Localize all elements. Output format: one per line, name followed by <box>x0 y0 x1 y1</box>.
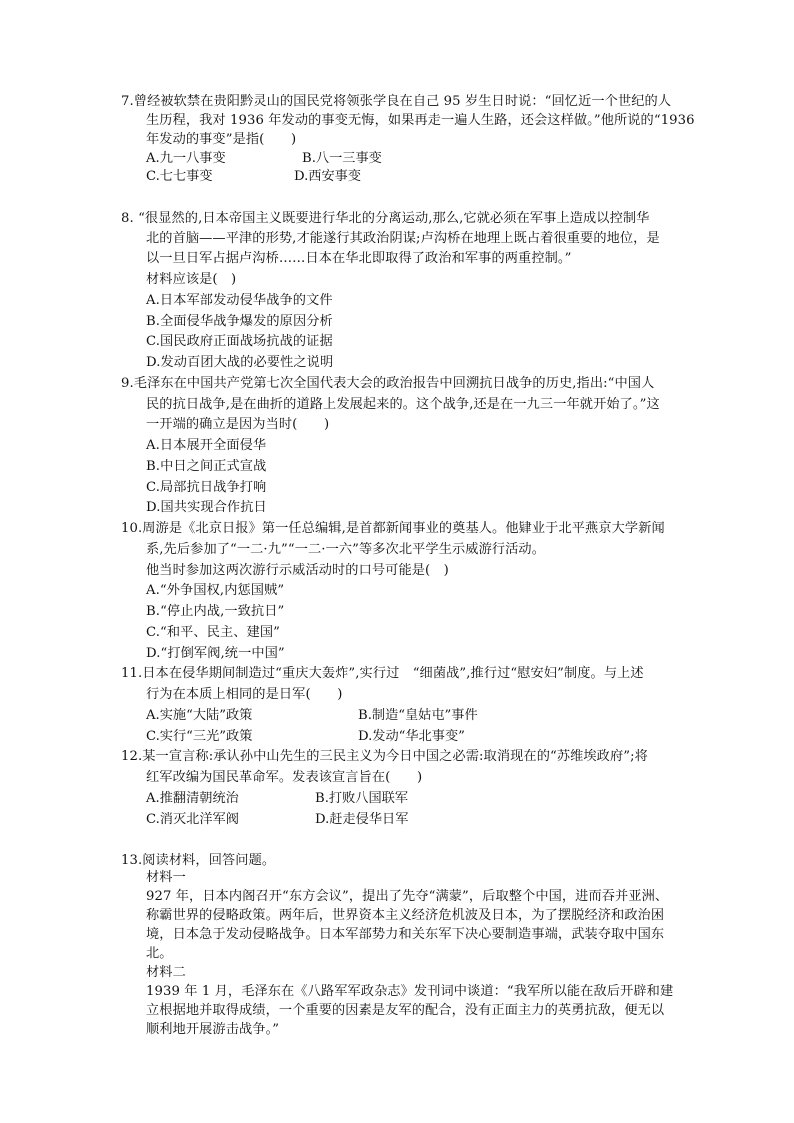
question-text-line: 10.周游是《北京日报》第一任总编辑,是首都新闻事业的奠基人。他肄业于北平燕京大学新闻 <box>121 521 665 536</box>
option-d: D.国共实现合作抗日 <box>146 500 267 515</box>
option-a: A.“外争国权,内惩国贼” <box>146 583 285 598</box>
question-text-line: 系,先后参加了“一二·九”“一二·一六”等多次北平学生示威游行活动。 <box>146 542 546 557</box>
option-b: B.打败八国联军 <box>315 791 409 806</box>
question-title: 13.阅读材料，回答问题。 <box>121 853 276 868</box>
option-a: A.日本军部发动侵华战争的文件 <box>146 293 333 308</box>
option-b: B.中日之间正式宣战 <box>146 459 267 474</box>
option-a: A.推翻清朝统治 <box>146 791 239 806</box>
option-a: A.日本展开全面侵华 <box>146 438 267 453</box>
material-1-line: 境，日本急于发动侵略战争。日本军部势力和关东军下决心要制造事端，武装夺取中国东 <box>146 927 665 942</box>
option-b: B.全面侵华战争爆发的原因分析 <box>146 314 333 329</box>
option-c: C.国民政府正面战场抗战的证据 <box>146 334 333 349</box>
question-text-line: 7.曾经被软禁在贵阳黔灵山的国民党将领张学良在自己 95 岁生日时说：“回忆近一个世纪的人 <box>121 94 672 109</box>
material-2-label: 材料二 <box>146 965 186 980</box>
option-d: D.发动百团大战的必要性之说明 <box>146 355 334 370</box>
option-d: D.西安事变 <box>294 169 362 184</box>
material-1-line: 称霸世界的侵略政策。两年后，世界资本主义经济危机波及日本，为了摆脱经济和政治困 <box>146 908 665 923</box>
question-text-line: 以一旦日军占据卢沟桥……日本在华北即取得了政治和军事的两重控制。” <box>146 251 572 266</box>
option-b: B.八一三事变 <box>302 151 382 166</box>
option-d: D.发动“华北事变” <box>358 729 465 744</box>
option-c: C.消灭北洋军阀 <box>146 812 239 827</box>
option-a: A.九一八事变 <box>146 151 226 166</box>
question-text-line: 行为在本质上相同的是日军( ) <box>146 687 343 702</box>
question-text-line: 材料应该是( ) <box>146 272 237 287</box>
question-text-line: 北的首脑——平津的形势,才能遂行其政治阴谋;卢沟桥在地理上既占着很重要的地位，是 <box>146 231 660 246</box>
option-d: D.“打倒军阀,统一中国” <box>146 646 285 661</box>
option-c: C.局部抗日战争打响 <box>146 480 267 495</box>
option-c: C.“和平、民主、建国” <box>146 625 280 640</box>
material-2-line: 1939 年 1 月，毛泽东在《八路军军政杂志》发刊词中谈道：“我军所以能在敌后开辟和建 <box>146 984 674 999</box>
question-text-line: 8. “很显然的,日本帝国主义既要进行华北的分离运动,那么,它就必须在军事上造成以控制华 <box>121 211 650 226</box>
material-1-line: 北。 <box>146 946 173 961</box>
option-c: C.实行“三光”政策 <box>146 729 253 744</box>
question-text-line: 年发动的事变”是指( ) <box>146 132 297 147</box>
question-text-line: 12.某一宣言称:承认孙中山先生的三民主义为今日中国之必需:取消现在的“苏维埃政府”;将 <box>121 749 648 764</box>
option-b: B.制造“皇姑屯”事件 <box>358 708 478 723</box>
question-text-line: 一开端的确立是因为当时( ) <box>146 417 330 432</box>
question-text-line: 11.日本在侵华期间制造过“重庆大轰炸”,实行过 “细菌战”,推行过“慰安妇”制度。与上述 <box>121 666 644 681</box>
option-c: C.七七事变 <box>146 169 213 184</box>
material-1-line: 927 年，日本内阁召开“东方会议”，提出了先夺“满蒙”，后取整个中国，进而吞并亚洲、 <box>146 889 669 904</box>
option-a: A.实施“大陆”政策 <box>146 708 253 723</box>
material-1-label: 材料一 <box>146 870 186 885</box>
question-text-line: 9.毛泽东在中国共产党第七次全国代表大会的政治报告中回溯抗日战争的历史,指出:“中国人 <box>121 376 655 391</box>
option-b: B.“停止内战,一致抗日” <box>146 604 285 619</box>
material-2-line: 立根据地并取得成绩，一个重要的因素是友军的配合，没有正面主力的英勇抗敌，便无以 <box>146 1003 665 1018</box>
question-text-line: 民的抗日战争,是在曲折的道路上发展起来的。这个战争,还是在一九三一年就开始了。”这 <box>146 397 660 412</box>
question-text-line: 生历程，我对 1936 年发动的事变无悔，如果再走一遍人生路，还会这样做。”他所说的“1936 <box>146 113 695 128</box>
question-text-line: 他当时参加这两次游行示威活动时的口号可能是( ) <box>146 563 449 578</box>
material-2-line: 顺利地开展游击战争。” <box>146 1022 280 1037</box>
question-text-line: 红军改编为国民革命军。发表该宣言旨在( ) <box>146 770 423 785</box>
option-d: D.赶走侵华日军 <box>315 812 409 827</box>
